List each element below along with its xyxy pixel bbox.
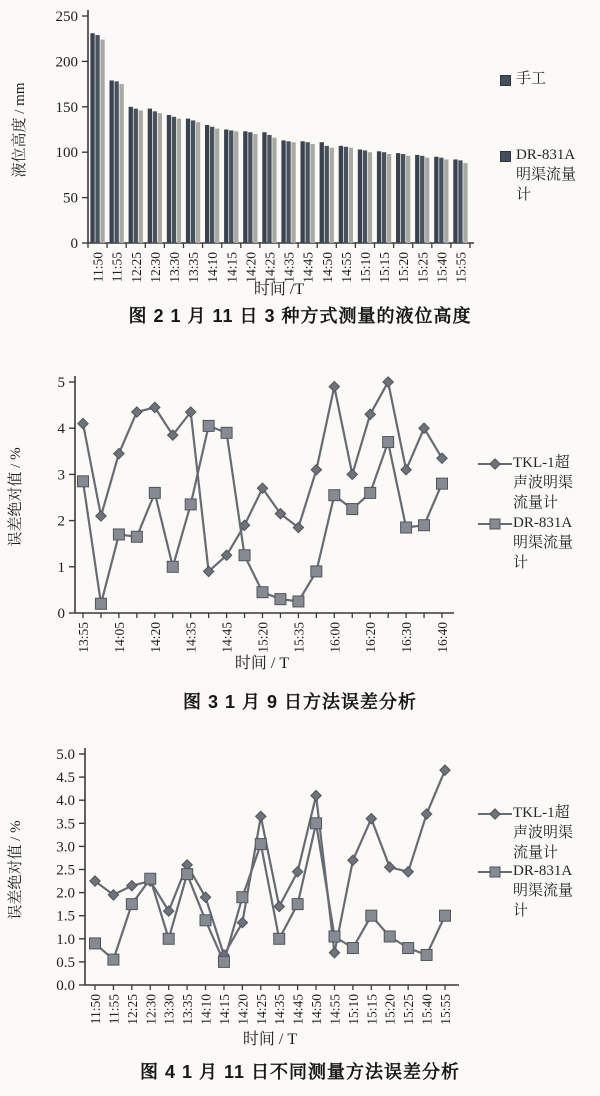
svg-text:14:50: 14:50 [309,994,325,1025]
svg-text:0.5: 0.5 [56,954,75,971]
svg-text:14:25: 14:25 [253,994,269,1025]
svg-text:15:25: 15:25 [415,252,431,283]
svg-text:14:35: 14:35 [183,622,199,653]
svg-text:液位高度 / mm: 液位高度 / mm [12,82,28,178]
figure-2-bar-chart [0,0,600,350]
svg-text:时间 / T: 时间 / T [234,655,290,672]
svg-text:4: 4 [57,421,65,438]
svg-text:11:55: 11:55 [106,994,122,1025]
svg-text:1.5: 1.5 [56,908,75,925]
svg-text:15:25: 15:25 [401,994,417,1025]
svg-text:15:55: 15:55 [453,252,469,283]
svg-text:4.0: 4.0 [56,793,75,810]
svg-text:14:20: 14:20 [235,994,251,1025]
svg-text:14:35: 14:35 [272,994,288,1025]
svg-text:15:20: 15:20 [382,994,398,1025]
svg-text:15:10: 15:10 [345,994,361,1025]
svg-text:2.5: 2.5 [56,862,75,879]
svg-text:12:25: 12:25 [128,252,144,283]
svg-text:14:10: 14:10 [205,252,221,283]
svg-text:12:30: 12:30 [147,252,163,283]
legend-square-swatch-icon [500,75,511,86]
svg-text:2: 2 [57,513,65,530]
svg-text:14:55: 14:55 [327,994,343,1025]
legend-item-manual [500,70,580,90]
svg-text:15:35: 15:35 [291,622,307,653]
svg-text:14:25: 14:25 [262,252,278,283]
svg-text:16:20: 16:20 [363,622,379,653]
svg-text:0: 0 [70,236,78,252]
svg-text:14:20: 14:20 [243,252,259,283]
svg-text:误差绝对值 / %: 误差绝对值 / % [8,820,24,920]
svg-text:4.5: 4.5 [56,770,75,787]
svg-text:14:45: 14:45 [290,994,306,1025]
svg-text:15:40: 15:40 [434,252,450,283]
svg-text:0: 0 [57,606,65,622]
legend-label: TKL-1超声波明渠流量计 [513,455,574,511]
svg-text:14:15: 14:15 [216,994,232,1025]
svg-text:误差绝对值 / %: 误差绝对值 / % [8,447,24,547]
svg-text:50: 50 [63,190,78,207]
legend-item-dr831a [478,862,577,921]
svg-text:16:00: 16:00 [327,622,343,653]
legend-label: DR-831A明渠流量计 [513,863,574,919]
svg-text:16:30: 16:30 [399,622,415,653]
figure-2-legend [500,0,600,260]
figure-4-caption: 图 4 1 月 11 日不同测量方法误差分析 [139,1062,461,1082]
legend-label: 手工 [516,71,547,87]
legend-square-swatch-icon [500,151,511,162]
svg-text:13:55: 13:55 [76,622,91,653]
svg-text:15:15: 15:15 [364,994,380,1025]
svg-text:15:20: 15:20 [396,252,412,283]
svg-text:14:45: 14:45 [300,252,316,283]
svg-text:12:25: 12:25 [124,994,140,1025]
svg-text:15:40: 15:40 [419,994,435,1025]
svg-text:13:35: 13:35 [180,994,196,1025]
legend-item-dr831a [500,146,580,205]
figure-4-legend [478,730,598,990]
legend-square-line-icon [478,518,512,530]
svg-text:11:50: 11:50 [88,994,103,1025]
svg-text:3.5: 3.5 [56,816,75,833]
svg-text:时间 / T: 时间 / T [242,1031,298,1048]
legend-label: DR-831A明渠流量计 [513,515,574,571]
svg-text:13:35: 13:35 [186,252,202,283]
svg-text:14:55: 14:55 [338,252,354,283]
figure-2-caption: 图 2 1 月 11 日 3 种方式测量的液位高度 [128,306,472,326]
svg-text:15:10: 15:10 [357,252,373,283]
svg-text:16:40: 16:40 [435,622,450,653]
figure-3-legend [478,356,598,616]
svg-text:5: 5 [57,375,65,391]
svg-text:1: 1 [57,559,65,576]
svg-text:11:50: 11:50 [90,252,106,283]
legend-item-dr831a [478,514,577,573]
svg-text:14:10: 14:10 [198,994,214,1025]
svg-text:14:20: 14:20 [147,622,163,653]
svg-text:150: 150 [55,99,78,116]
svg-text:1.0: 1.0 [56,931,75,948]
svg-text:14:15: 14:15 [224,252,240,283]
svg-text:12:30: 12:30 [143,994,159,1025]
legend-item-tkl1 [478,454,577,513]
legend-label: DR-831A明渠流量计 [516,147,577,203]
svg-text:100: 100 [55,145,78,162]
svg-text:11:55: 11:55 [109,252,125,283]
svg-text:2.0: 2.0 [56,885,75,902]
figure-4-line-chart [0,730,600,1096]
svg-text:3: 3 [57,467,65,484]
svg-text:0.0: 0.0 [56,978,75,994]
legend-diamond-line-icon [478,808,512,820]
svg-text:15:55: 15:55 [438,994,453,1025]
figure-3-line-chart [0,356,600,724]
svg-text:3.0: 3.0 [56,839,75,856]
svg-text:15:20: 15:20 [255,622,271,653]
svg-text:时间 /T: 时间 /T [253,281,305,298]
svg-text:14:50: 14:50 [319,252,335,283]
svg-text:13:30: 13:30 [161,994,177,1025]
legend-square-line-icon [478,866,512,878]
svg-text:5.0: 5.0 [56,747,75,763]
svg-text:14:35: 14:35 [281,252,297,283]
svg-text:15:15: 15:15 [377,252,393,283]
svg-text:14:05: 14:05 [111,622,127,653]
legend-label: TKL-1超声波明渠流量计 [513,805,574,861]
svg-text:200: 200 [55,54,78,71]
svg-text:13:30: 13:30 [166,252,182,283]
figure-3-caption: 图 3 1 月 9 日方法误差分析 [182,692,418,712]
svg-text:14:45: 14:45 [219,622,235,653]
legend-item-tkl1 [478,804,577,863]
svg-text:250: 250 [55,9,78,25]
legend-diamond-line-icon [478,458,512,470]
